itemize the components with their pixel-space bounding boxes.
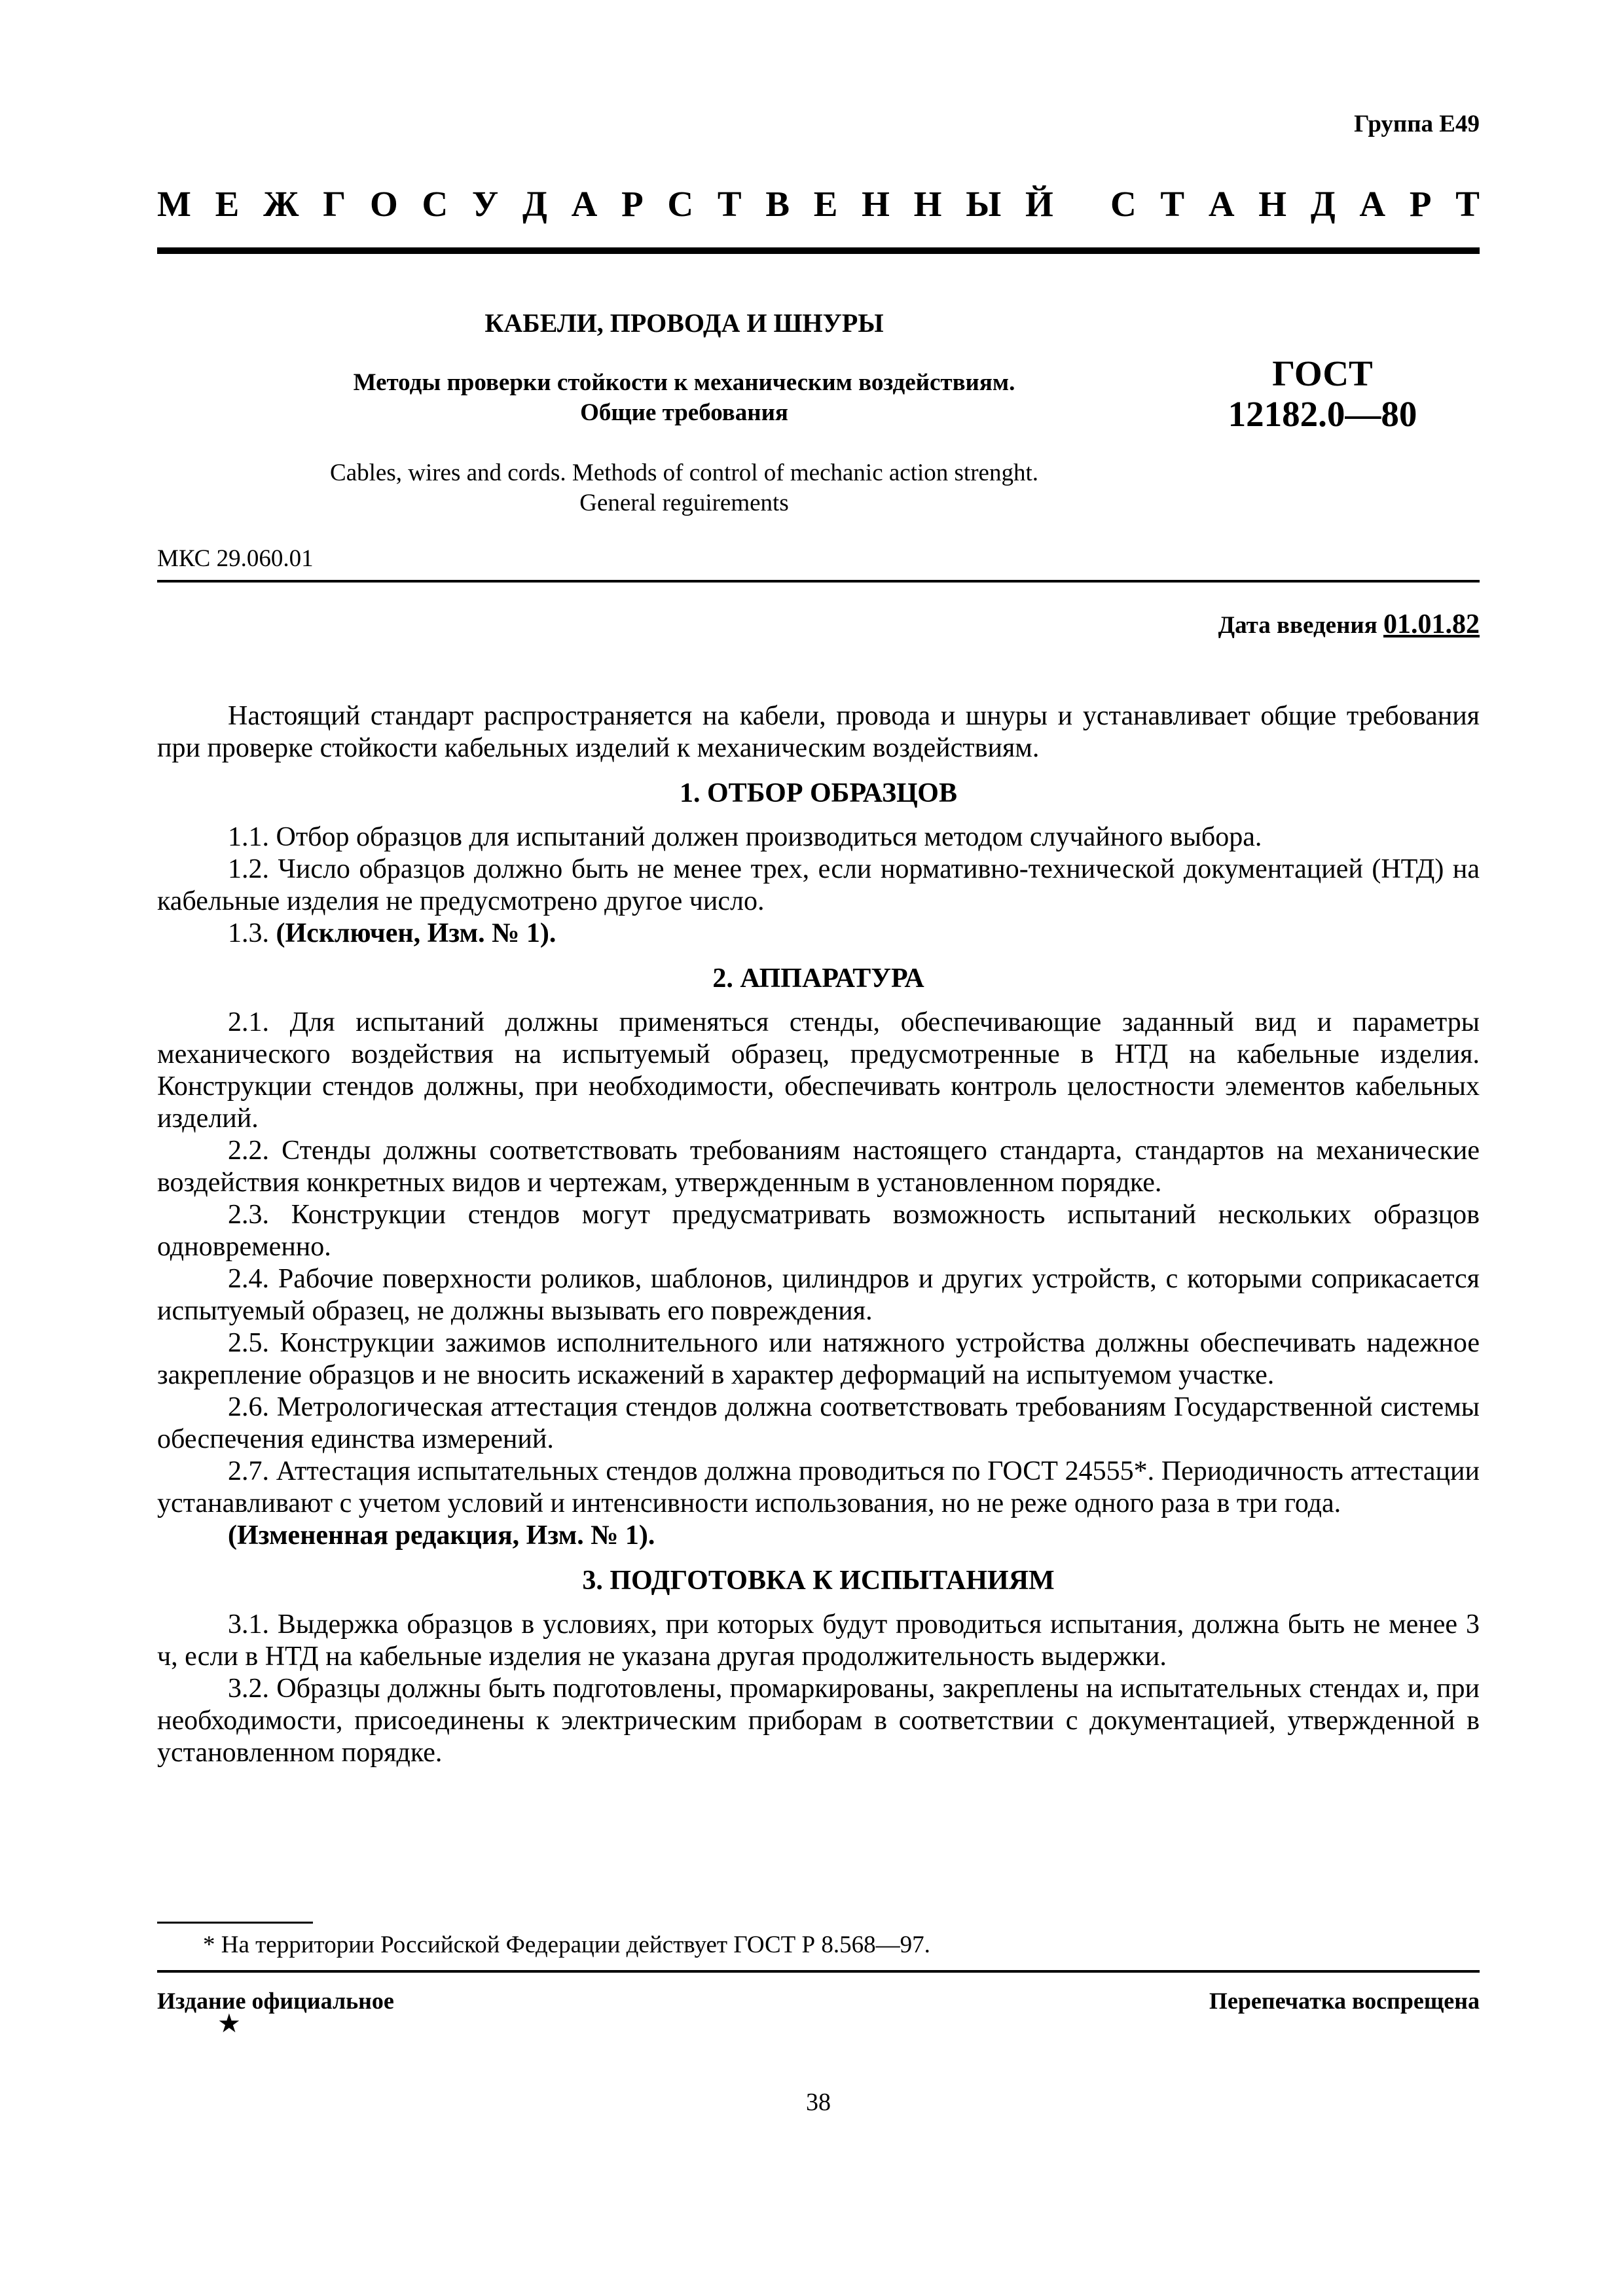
subtitle-line: Методы проверки стойкости к механическим воздействиям. bbox=[353, 369, 1015, 396]
gost-number bbox=[1165, 353, 1480, 435]
standard-letter: Р bbox=[1409, 184, 1432, 224]
intro-paragraph: Настоящий стандарт распространяется на кабели, провода и шнуры и устанавливает общие требования при проверке стойкости кабельных изделий к механическим воздействиям. bbox=[157, 701, 1480, 763]
document-body bbox=[157, 700, 1480, 1769]
standard-letter: О bbox=[369, 184, 398, 224]
standard-letter: Ы bbox=[966, 184, 1002, 224]
footnote-divider bbox=[157, 1922, 313, 1924]
clause: 2.4. Рабочие поверхности роликов, шаблонов, цилиндров и других устройств, с которыми соприкасается испытуемый образец, не должны вызывать его повреждения. bbox=[157, 1264, 1480, 1326]
standard-letter: Й bbox=[1025, 184, 1053, 224]
gost-label: ГОСТ bbox=[1272, 353, 1373, 393]
english-title-line: Cables, wires and cords. Methods of control of mechanic action strenght. bbox=[330, 459, 1038, 486]
section-heading: 3. ПОДГОТОВКА К ИСПЫТАНИЯМ bbox=[582, 1566, 1055, 1596]
standard-letter: Д bbox=[522, 184, 547, 224]
footnote: * На территории Российской Федерации действует ГОСТ Р 8.568—97. bbox=[203, 1931, 930, 1958]
standard-letter: Г bbox=[323, 184, 346, 224]
star-icon: ★ bbox=[217, 2009, 241, 2038]
amendment-note: (Измененная редакция, Изм. № 1). bbox=[228, 1520, 655, 1551]
document-title: КАБЕЛИ, ПРОВОДА И ШНУРЫ bbox=[484, 308, 884, 338]
standard-letter: Н bbox=[862, 184, 890, 224]
standard-letter: А bbox=[571, 184, 598, 224]
clause bbox=[157, 918, 1480, 950]
document-page bbox=[157, 0, 1480, 2296]
gost-code: 12182.0—80 bbox=[1228, 394, 1417, 434]
title-divider bbox=[157, 580, 1480, 583]
clause: 2.3. Конструкции стендов могут предусматривать возможность испытаний нескольких образцов одновременно. bbox=[157, 1200, 1480, 1262]
clause-excluded-note: (Исключен, Изм. № 1). bbox=[276, 918, 556, 948]
section-heading: 2. АППАРАТУРА bbox=[712, 963, 924, 994]
intro-date bbox=[1218, 609, 1480, 640]
standard-letter: С bbox=[667, 184, 694, 224]
word-gap bbox=[1077, 183, 1086, 224]
clause-number: 1.3. bbox=[228, 918, 269, 948]
group-code: Группа Е49 bbox=[1354, 111, 1480, 137]
standard-type-heading bbox=[157, 183, 1480, 224]
standard-letter: С bbox=[422, 184, 448, 224]
header-divider bbox=[157, 247, 1480, 254]
standard-letter: А bbox=[1359, 184, 1386, 224]
standard-letter: Е bbox=[813, 184, 838, 224]
standard-letter: Е bbox=[215, 184, 240, 224]
standard-letter: Ж bbox=[263, 184, 299, 224]
standard-letter: Д bbox=[1310, 184, 1336, 224]
footer-divider bbox=[157, 1970, 1480, 1973]
standard-letter: М bbox=[157, 184, 191, 224]
mks-code: МКС 29.060.01 bbox=[157, 545, 314, 572]
standard-letter: Т bbox=[1455, 184, 1480, 224]
english-title bbox=[157, 458, 1211, 518]
clause: 3.1. Выдержка образцов в условиях, при которых будут проводиться испытания, должна быть не менее 3 ч, если в НТД на кабельные изделия не указана другая продолжительность выдержки. bbox=[157, 1609, 1480, 1672]
clause: 2.7. Аттестация испытательных стендов должна проводиться по ГОСТ 24555*. Периодичность аттестации устанавливают с учетом условий и интенсивности использования, но не реже одного раза в три года. bbox=[157, 1456, 1480, 1518]
standard-letter: Т bbox=[717, 184, 742, 224]
intro-date-label: Дата введения bbox=[1218, 612, 1377, 639]
standard-letter: А bbox=[1208, 184, 1235, 224]
standard-letter: С bbox=[1110, 184, 1137, 224]
clause: 2.2. Стенды должны соответствовать требованиям настоящего стандарта, стандартов на механические воздействия конкретных видов и чертежам, утвержденным в установленном порядке. bbox=[157, 1136, 1480, 1198]
standard-letter: Т bbox=[1160, 184, 1185, 224]
section-heading: 1. ОТБОР ОБРАЗЦОВ bbox=[680, 778, 957, 808]
subtitle-line: Общие требования bbox=[580, 399, 788, 426]
page-number: 38 bbox=[806, 2089, 831, 2116]
standard-letter: Н bbox=[1258, 184, 1287, 224]
clause: 2.1. Для испытаний должны применяться стенды, обеспечивающие заданный вид и параметры механического воздействия на испытуемый образец, предусмотренные в НТД на кабельные изделия. Конструкции стендов должны, при необходимости, обеспечивать контроль целостности элементов кабельных изделий. bbox=[157, 1007, 1480, 1134]
clause: 2.6. Метрологическая аттестация стендов должна соответствовать требованиям Государственной системы обеспечения единства измерений. bbox=[157, 1392, 1480, 1454]
clause: 3.2. Образцы должны быть подготовлены, промаркированы, закреплены на испытательных стендах и, при необходимости, присоединены к электрическим приборам в соответствии с документацией, утвержденной в установленном порядке. bbox=[157, 1674, 1480, 1768]
clause: 1.2. Число образцов должно быть не менее трех, если нормативно-технической документацией (НТД) на кабельные изделия не предусмотрено другое число. bbox=[157, 854, 1480, 916]
clause: 1.1. Отбор образцов для испытаний должен производиться методом случайного выбора. bbox=[228, 822, 1262, 852]
english-title-line: General reguirements bbox=[579, 490, 789, 516]
standard-letter: Н bbox=[913, 184, 942, 224]
standard-letter: У bbox=[471, 184, 499, 224]
official-edition: Издание официальное bbox=[157, 1988, 394, 2014]
clause: 2.5. Конструкции зажимов исполнительного или натяжного устройства должны обеспечивать надежное закрепление образцов и не вносить искажений в характер деформаций на испытуемом участке. bbox=[157, 1328, 1480, 1390]
document-subtitle bbox=[157, 368, 1211, 428]
reprint-prohibited: Перепечатка воспрещена bbox=[1209, 1988, 1480, 2014]
standard-letter: В bbox=[765, 184, 790, 224]
standard-letter: Р bbox=[621, 184, 644, 224]
intro-date-value: 01.01.82 bbox=[1383, 609, 1480, 639]
